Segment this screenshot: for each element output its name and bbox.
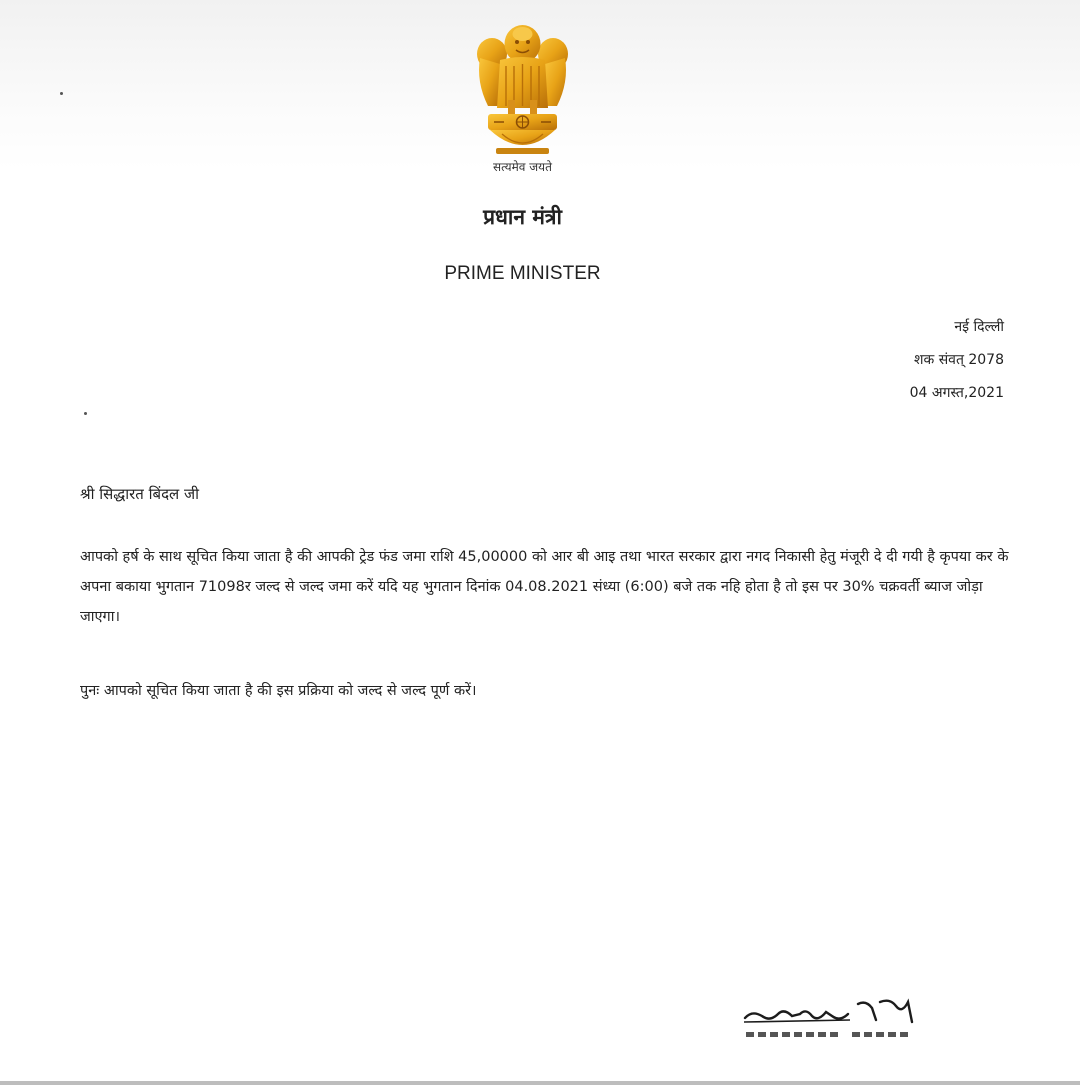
scan-speck — [60, 92, 63, 95]
emblem-motto: सत्यमेव जयते — [493, 160, 552, 174]
national-emblem-icon — [470, 20, 575, 160]
letter-paragraph-2: पुनः आपको सूचित किया जाता है की इस प्रक्रिया को जल्द से जल्द पूर्ण करें। — [80, 683, 477, 699]
dateline-place: नई दिल्ली — [954, 319, 1004, 335]
signature-image — [740, 992, 925, 1042]
office-title-hindi: प्रधान मंत्री — [483, 205, 562, 229]
page-bottom-edge — [0, 1081, 1080, 1085]
dateline-date: 04 अगस्त,2021 — [909, 385, 1004, 401]
letter-salutation: श्री सिद्धारत बिंदल जी — [80, 485, 199, 503]
letter-paragraph-1: आपको हर्ष के साथ सूचित किया जाता है की आपकी ट्रेड फंड जमा राशि 45,00000 को आर बी आइ तथा भारत सरकार द्वारा नगद निकासी हेतु मंजूरी दे दी गयी है कृपया कर के अपना बकाया भुगतान 71098र जल्द से जल्द जमा करें यदि यह भुगतान दिनांक 04.08.2021 संध्या (6:00) बजे तक नहि होता है तो इस पर 30% चक्रवर्ती ब्याज जोड़ा जाएगा। — [80, 549, 1009, 625]
dateline-block — [910, 315, 1004, 414]
dateline-saka-date: शक संवत् 2078 — [913, 352, 1004, 368]
scan-speck — [84, 412, 87, 415]
office-title-english: PRIME MINISTER — [444, 263, 601, 284]
